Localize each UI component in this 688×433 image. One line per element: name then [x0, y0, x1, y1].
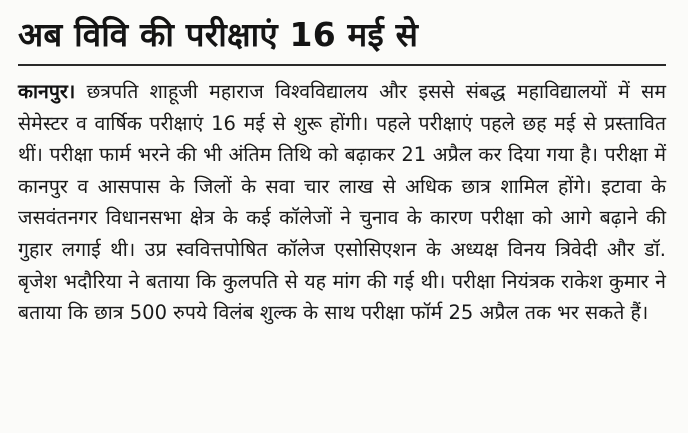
- dateline: कानपुर।: [18, 80, 76, 103]
- article-text: छत्रपति शाहूजी महाराज विश्वविद्यालय और इससे संबद्ध महाविद्यालयों में सम सेमेस्टर व वार्षिक परीक्षाएं 16 मई से शुरू होंगी। पहले परीक्षाएं पहले छह मई से प्रस्तावित थीं। परीक्षा फार्म भरने की भी अंतिम तिथि को बढ़ाकर 21 अप्रैल कर दिया गया है। परीक्षा में कानपुर व आसपास के जिलों के सवा चार लाख से अधिक छात्र शामिल होंगे। इटावा के जसवंतनगर विधानसभा क्षेत्र के कई कॉलेजों ने चुनाव के कारण परीक्षा को आगे बढ़ाने की गुहार लगाई थी। उप्र स्ववित्तपोषित कॉलेज एसोसिएशन के अध्यक्ष विनय त्रिवेदी और डॉ. बृजेश भदौरिया ने बताया कि कुलपति से यह मांग की गई थी। परीक्षा नियंत्रक राकेश कुमार ने बताया कि छात्र 500 रुपये विलंब शुल्क के साथ परीक्षा फॉर्म 25 अप्रैल तक भर सकते हैं।: [18, 80, 666, 325]
- article-body: [18, 76, 666, 329]
- headline-divider: [18, 64, 666, 66]
- headline: अब विवि की परीक्षाएं 16 मई से: [18, 15, 419, 54]
